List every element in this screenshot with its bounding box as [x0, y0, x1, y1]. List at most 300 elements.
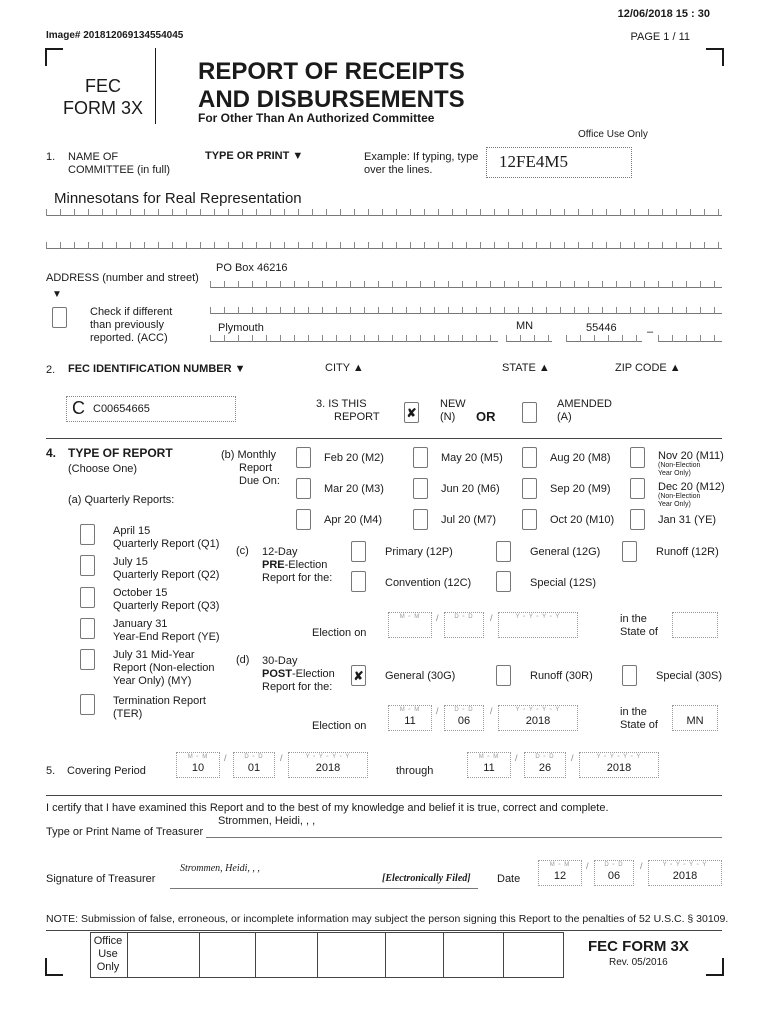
signature-value: Strommen, Heidi, , ,: [180, 863, 260, 874]
comb-tick: [88, 209, 89, 216]
comb-tick: [280, 335, 281, 342]
comb-tick: [574, 281, 575, 288]
example-text: Example: If typing, type over the lines.: [364, 151, 479, 176]
comb-tick: [534, 335, 535, 342]
comb-tick: [364, 335, 365, 342]
comb-tick: [594, 335, 595, 342]
date-slash: /: [640, 861, 643, 871]
comb-tick: [322, 281, 323, 288]
comb-tick: [714, 281, 715, 288]
comb-tick: [280, 281, 281, 288]
comb-tick: [74, 242, 75, 249]
checkbox-30s[interactable]: [622, 665, 637, 686]
comb-tick: [506, 335, 507, 342]
checkbox-m5[interactable]: [413, 447, 428, 468]
label-12p: Primary (12P): [385, 546, 453, 558]
comb-tick: [476, 307, 477, 314]
comb-tick: [424, 209, 425, 216]
zip-dash: –: [647, 326, 654, 338]
comb-tick: [354, 209, 355, 216]
comb-tick: [322, 307, 323, 314]
title-divider: [155, 48, 156, 124]
checkbox-12p[interactable]: [351, 541, 366, 562]
comb-tick: [270, 242, 271, 249]
comb-tick: [648, 242, 649, 249]
comb-tick: [406, 307, 407, 314]
comb-tick: [636, 335, 637, 342]
section-2-number: 2.: [46, 364, 56, 376]
comb-tick: [256, 209, 257, 216]
amended-report-checkbox[interactable]: [522, 402, 537, 423]
comb-tick: [622, 335, 623, 342]
fec-id-field[interactable]: [66, 396, 236, 422]
comb-tick: [700, 281, 701, 288]
comb-tick: [452, 209, 453, 216]
comb-tick: [420, 307, 421, 314]
comb-tick: [74, 209, 75, 216]
pre-election-on-label: Election on: [312, 627, 367, 639]
zip-field[interactable]: [566, 320, 642, 342]
checkbox-q3[interactable]: [80, 587, 95, 608]
new-label: NEW (N): [440, 398, 466, 423]
comb-tick: [336, 307, 337, 314]
comb-tick: [452, 242, 453, 249]
comb-tick: [466, 209, 467, 216]
comb-tick: [350, 335, 351, 342]
comb-tick: [616, 281, 617, 288]
comb-tick: [672, 281, 673, 288]
comb-tick: [410, 209, 411, 216]
comb-tick: [172, 242, 173, 249]
comb-tick: [424, 242, 425, 249]
comb-tick: [336, 335, 337, 342]
comb-tick: [504, 281, 505, 288]
comb-tick: [378, 335, 379, 342]
comb-tick: [308, 335, 309, 342]
comb-tick: [462, 281, 463, 288]
comb-tick: [130, 242, 131, 249]
zip-extension-field[interactable]: [658, 320, 722, 342]
form-title: REPORT OF RECEIPTS AND DISBURSEMENTS: [198, 58, 465, 113]
comb-tick: [312, 209, 313, 216]
comb-tick: [438, 209, 439, 216]
comb-tick: [312, 242, 313, 249]
new-report-checkbox[interactable]: ✘: [404, 402, 419, 423]
sign-year-field[interactable]: Y ▫ Y ▫ Y ▫ Y 2018: [648, 860, 722, 886]
comb-tick: [494, 242, 495, 249]
checkbox-ye-monthly[interactable]: [630, 509, 645, 530]
comb-tick: [580, 335, 581, 342]
comb-tick: [578, 242, 579, 249]
checkbox-m12[interactable]: [630, 478, 645, 499]
fec-id-label: FEC IDENTIFICATION NUMBER ▼: [68, 363, 246, 375]
comb-tick: [434, 281, 435, 288]
label-m6: Jun 20 (M6): [441, 483, 500, 495]
post-election-month-field[interactable]: M ▫ M 11: [388, 705, 432, 731]
comb-tick: [644, 307, 645, 314]
comb-tick: [518, 281, 519, 288]
label-m2: Feb 20 (M2): [324, 452, 384, 464]
comb-tick: [658, 281, 659, 288]
comb-tick: [686, 307, 687, 314]
comb-tick: [662, 209, 663, 216]
post-state-field[interactable]: MN: [672, 705, 718, 731]
post-election-letter: (d): [236, 654, 250, 666]
comb-tick: [392, 281, 393, 288]
comb-tick: [326, 209, 327, 216]
checkbox-12c[interactable]: [351, 571, 366, 592]
comb-tick: [252, 335, 253, 342]
checkbox-m9[interactable]: [522, 478, 537, 499]
label-m11: Nov 20 (M11): [658, 450, 724, 462]
comb-tick: [224, 335, 225, 342]
comb-tick: [340, 209, 341, 216]
checkbox-my[interactable]: [80, 649, 95, 670]
checkbox-30r[interactable]: [496, 665, 511, 686]
comb-tick: [46, 242, 47, 249]
checkbox-ye[interactable]: [80, 618, 95, 639]
checkbox-m6[interactable]: [413, 478, 428, 499]
comb-tick: [88, 242, 89, 249]
pre-election-day-field[interactable]: D ▫ D: [444, 612, 484, 638]
comb-tick: [200, 242, 201, 249]
checkbox-ter[interactable]: [80, 694, 95, 715]
checkbox-m4[interactable]: [296, 509, 311, 530]
office-use-only-label: Office Use Only: [578, 129, 648, 140]
comb-tick: [238, 281, 239, 288]
comb-tick: [102, 242, 103, 249]
comb-tick: [462, 307, 463, 314]
label-m12: Dec 20 (M12): [658, 481, 725, 493]
checkbox-q2[interactable]: [80, 555, 95, 576]
comb-tick: [214, 209, 215, 216]
comb-tick: [704, 242, 705, 249]
comb-tick: [224, 307, 225, 314]
from-day-field[interactable]: D ▫ D 01: [233, 752, 275, 778]
city-field[interactable]: [210, 320, 498, 342]
date-slash: /: [515, 753, 518, 763]
comb-tick: [214, 242, 215, 249]
comb-tick: [490, 307, 491, 314]
comb-tick: [476, 281, 477, 288]
comb-tick: [434, 307, 435, 314]
choose-one-label: (Choose One): [68, 463, 138, 475]
timestamp: 12/06/2018 15 : 30: [617, 8, 710, 20]
comb-tick: [364, 307, 365, 314]
treasurer-name-value: Strommen, Heidi, , ,: [218, 815, 316, 827]
comb-tick: [630, 307, 631, 314]
comb-tick: [630, 281, 631, 288]
date-slash: /: [436, 613, 439, 623]
checkbox-12s[interactable]: [496, 571, 511, 592]
label-jan31: Jan 31 (YE): [658, 514, 717, 526]
comb-tick: [350, 281, 351, 288]
pre-election-month-field[interactable]: M ▫ M: [388, 612, 432, 638]
type-of-report-title: TYPE OF REPORT: [68, 446, 173, 460]
address-changed-label: Check if different than previously reported. (ACC): [90, 306, 173, 344]
comb-tick: [690, 209, 691, 216]
comb-tick: [298, 242, 299, 249]
checkbox-12g[interactable]: [496, 541, 511, 562]
comb-tick: [672, 335, 673, 342]
comb-tick: [158, 209, 159, 216]
comb-tick: [116, 209, 117, 216]
comb-tick: [354, 242, 355, 249]
comb-tick: [504, 307, 505, 314]
label-m9: Sep 20 (M9): [550, 483, 611, 495]
comb-tick: [462, 335, 463, 342]
label-30g: General (30G): [385, 670, 456, 682]
footer-office-use-label: Office Use Only: [93, 935, 123, 973]
comb-tick: [466, 242, 467, 249]
certification-text: I certify that I have examined this Report and to the best of my knowledge and belief it is true, correct and complete.: [46, 802, 609, 814]
quarterly-reports-label: (a) Quarterly Reports:: [68, 494, 175, 506]
state-field[interactable]: [506, 320, 552, 342]
comb-tick: [522, 242, 523, 249]
label-q2: July 15 Quarterly Report (Q2): [113, 556, 220, 581]
comb-tick: [252, 307, 253, 314]
comb-tick: [676, 209, 677, 216]
comb-tick: [228, 209, 229, 216]
from-month-field[interactable]: M ▫ M 10: [176, 752, 220, 778]
comb-tick: [186, 209, 187, 216]
footer-divider: [46, 930, 722, 931]
comb-tick: [520, 335, 521, 342]
comb-tick: [116, 242, 117, 249]
comb-tick: [608, 335, 609, 342]
comb-tick: [718, 209, 719, 216]
comb-tick: [490, 281, 491, 288]
divider-line: [46, 795, 722, 796]
comb-tick: [548, 335, 549, 342]
comb-tick: [294, 307, 295, 314]
checkbox-30g[interactable]: ✘: [351, 665, 366, 686]
comb-tick: [714, 335, 715, 342]
comb-tick: [588, 307, 589, 314]
corner-mark-top-left: [45, 48, 63, 66]
comb-tick: [536, 242, 537, 249]
comb-tick: [294, 281, 295, 288]
comb-tick: [46, 209, 47, 216]
comb-tick: [634, 242, 635, 249]
comb-tick: [396, 242, 397, 249]
comb-tick: [620, 209, 621, 216]
zip-caption: ZIP CODE ▲: [615, 362, 681, 374]
comb-tick: [620, 242, 621, 249]
comb-tick: [592, 242, 593, 249]
page-number: PAGE 1 / 11: [630, 31, 690, 43]
comb-tick: [564, 242, 565, 249]
comb-tick: [518, 307, 519, 314]
post-election-year-field[interactable]: Y ▫ Y ▫ Y ▫ Y 2018: [498, 705, 578, 731]
comb-tick: [242, 209, 243, 216]
comb-tick: [130, 209, 131, 216]
address-changed-checkbox[interactable]: [52, 307, 67, 328]
city-caption: CITY ▲: [325, 362, 364, 374]
comb-tick: [434, 335, 435, 342]
comb-tick: [396, 209, 397, 216]
form-subtitle: For Other Than An Authorized Committee: [198, 111, 435, 125]
street-field[interactable]: [210, 262, 722, 288]
sign-month-field[interactable]: M ▫ M 12: [538, 860, 582, 886]
pre-state-label: in the State of: [620, 613, 658, 638]
comb-tick: [406, 335, 407, 342]
post-election-on-label: Election on: [312, 720, 367, 732]
comb-tick: [224, 281, 225, 288]
label-m8: Aug 20 (M8): [550, 452, 611, 464]
pre-state-field[interactable]: [672, 612, 718, 638]
comb-tick: [406, 281, 407, 288]
checkbox-q1[interactable]: [80, 524, 95, 545]
comb-tick: [378, 281, 379, 288]
comb-tick: [210, 307, 211, 314]
comb-tick: [308, 307, 309, 314]
street-field-line-2[interactable]: [210, 300, 722, 314]
address-label: ADDRESS (number and street): [46, 272, 199, 284]
street-value: PO Box 46216: [216, 262, 288, 274]
comb-tick: [588, 281, 589, 288]
section-5-number: 5.: [46, 765, 56, 777]
checkbox-m7[interactable]: [413, 509, 428, 530]
state-value: MN: [516, 320, 534, 332]
comb-tick: [298, 209, 299, 216]
comb-tick: [210, 281, 211, 288]
date-label: Date: [497, 873, 521, 885]
fec-label: FEC FORM 3X: [62, 76, 143, 118]
checkbox-12r[interactable]: [622, 541, 637, 562]
comb-tick: [144, 209, 145, 216]
monthly-label: (b) Monthly Report Due On:: [221, 449, 280, 487]
to-year-field[interactable]: Y ▫ Y ▫ Y ▫ Y 2018: [579, 752, 659, 778]
committee-name-label: NAME OF COMMITTEE (in full): [68, 151, 171, 176]
corner-mark-top-right: [706, 48, 724, 66]
label-q3: October 15 Quarterly Report (Q3): [113, 587, 220, 612]
comb-tick: [532, 307, 533, 314]
is-this-report-label: 3. IS THIS REPORT: [316, 398, 380, 423]
comb-tick: [714, 307, 715, 314]
comb-tick: [578, 209, 579, 216]
comb-tick: [350, 307, 351, 314]
pre-election-label: 12-Day PRE-Election Report for the:: [262, 546, 333, 584]
type-or-print-label: TYPE OR PRINT ▼: [205, 150, 304, 162]
label-30s: Special (30S): [656, 670, 723, 682]
comb-tick: [676, 242, 677, 249]
checkbox-m2[interactable]: [296, 447, 311, 468]
treasurer-name-line[interactable]: [206, 837, 722, 838]
date-slash: /: [280, 753, 283, 763]
office-code-box: 12FE4M5: [486, 147, 632, 178]
comb-tick: [648, 209, 649, 216]
comb-tick: [60, 242, 61, 249]
label-ye: January 31 Year-End Report (YE): [113, 618, 220, 643]
comb-tick: [448, 281, 449, 288]
comb-tick: [574, 307, 575, 314]
comb-tick: [144, 242, 145, 249]
section-1-number: 1.: [46, 151, 56, 163]
zip-value: 55446: [586, 322, 617, 334]
comb-tick: [410, 242, 411, 249]
corner-mark-bottom-left: [45, 958, 63, 976]
city-value: Plymouth: [218, 322, 264, 334]
label-m10: Oct 20 (M10): [550, 514, 615, 526]
comb-tick: [228, 242, 229, 249]
comb-tick: [700, 335, 701, 342]
comb-tick: [550, 242, 551, 249]
label-m5: May 20 (M5): [441, 452, 503, 464]
comb-tick: [560, 307, 561, 314]
comb-tick: [392, 307, 393, 314]
footer-revision: Rev. 05/2016: [609, 957, 668, 968]
comb-tick: [210, 335, 211, 342]
to-month-field[interactable]: M ▫ M 11: [467, 752, 511, 778]
comb-tick: [336, 281, 337, 288]
section-4-number: 4.: [46, 446, 57, 460]
m11-note: (Non-Election Year Only): [658, 462, 701, 477]
comb-tick: [280, 307, 281, 314]
comb-tick: [438, 242, 439, 249]
comb-tick: [658, 335, 659, 342]
footer-form-name: FEC FORM 3X: [588, 938, 689, 955]
comb-tick: [256, 242, 257, 249]
signature-line[interactable]: [170, 888, 478, 889]
to-day-field[interactable]: D ▫ D 26: [524, 752, 566, 778]
comb-tick: [644, 281, 645, 288]
checkbox-m3[interactable]: [296, 478, 311, 499]
comb-tick: [382, 242, 383, 249]
checkbox-m11[interactable]: [630, 447, 645, 468]
label-m4: Apr 20 (M4): [324, 514, 383, 526]
electronically-filed-label: [Electronically Filed]: [382, 873, 471, 884]
comb-tick: [172, 209, 173, 216]
comb-tick: [284, 209, 285, 216]
sign-day-field[interactable]: D ▫ D 06: [594, 860, 634, 886]
pre-election-year-field[interactable]: Y ▫ Y ▫ Y ▫ Y: [498, 612, 578, 638]
checkbox-m10[interactable]: [522, 509, 537, 530]
comb-tick: [546, 307, 547, 314]
address-arrow: ▼: [52, 289, 62, 300]
date-slash: /: [490, 613, 493, 623]
comb-tick: [546, 281, 547, 288]
signature-label: Signature of Treasurer: [46, 873, 156, 885]
committee-name-field[interactable]: [46, 192, 722, 216]
comb-tick: [480, 209, 481, 216]
comb-tick: [368, 242, 369, 249]
divider-line: [46, 438, 722, 439]
label-12r: Runoff (12R): [656, 546, 719, 558]
comb-tick: [662, 242, 663, 249]
comb-tick: [494, 209, 495, 216]
comb-tick: [392, 335, 393, 342]
comb-tick: [532, 281, 533, 288]
committee-name-value: Minnesotans for Real Representation: [54, 190, 302, 207]
comb-tick: [560, 281, 561, 288]
comb-tick: [602, 307, 603, 314]
comb-tick: [700, 307, 701, 314]
comb-tick: [326, 242, 327, 249]
comb-tick: [448, 335, 449, 342]
comb-tick: [308, 281, 309, 288]
comb-tick: [420, 335, 421, 342]
post-election-day-field[interactable]: D ▫ D 06: [444, 705, 484, 731]
committee-name-field-line-2[interactable]: [46, 233, 722, 249]
from-year-field[interactable]: Y ▫ Y ▫ Y ▫ Y 2018: [288, 752, 368, 778]
comb-tick: [536, 209, 537, 216]
post-state-label: in the State of: [620, 706, 658, 731]
corner-mark-bottom-right: [706, 958, 724, 976]
comb-tick: [284, 242, 285, 249]
comb-tick: [266, 281, 267, 288]
checkbox-m8[interactable]: [522, 447, 537, 468]
